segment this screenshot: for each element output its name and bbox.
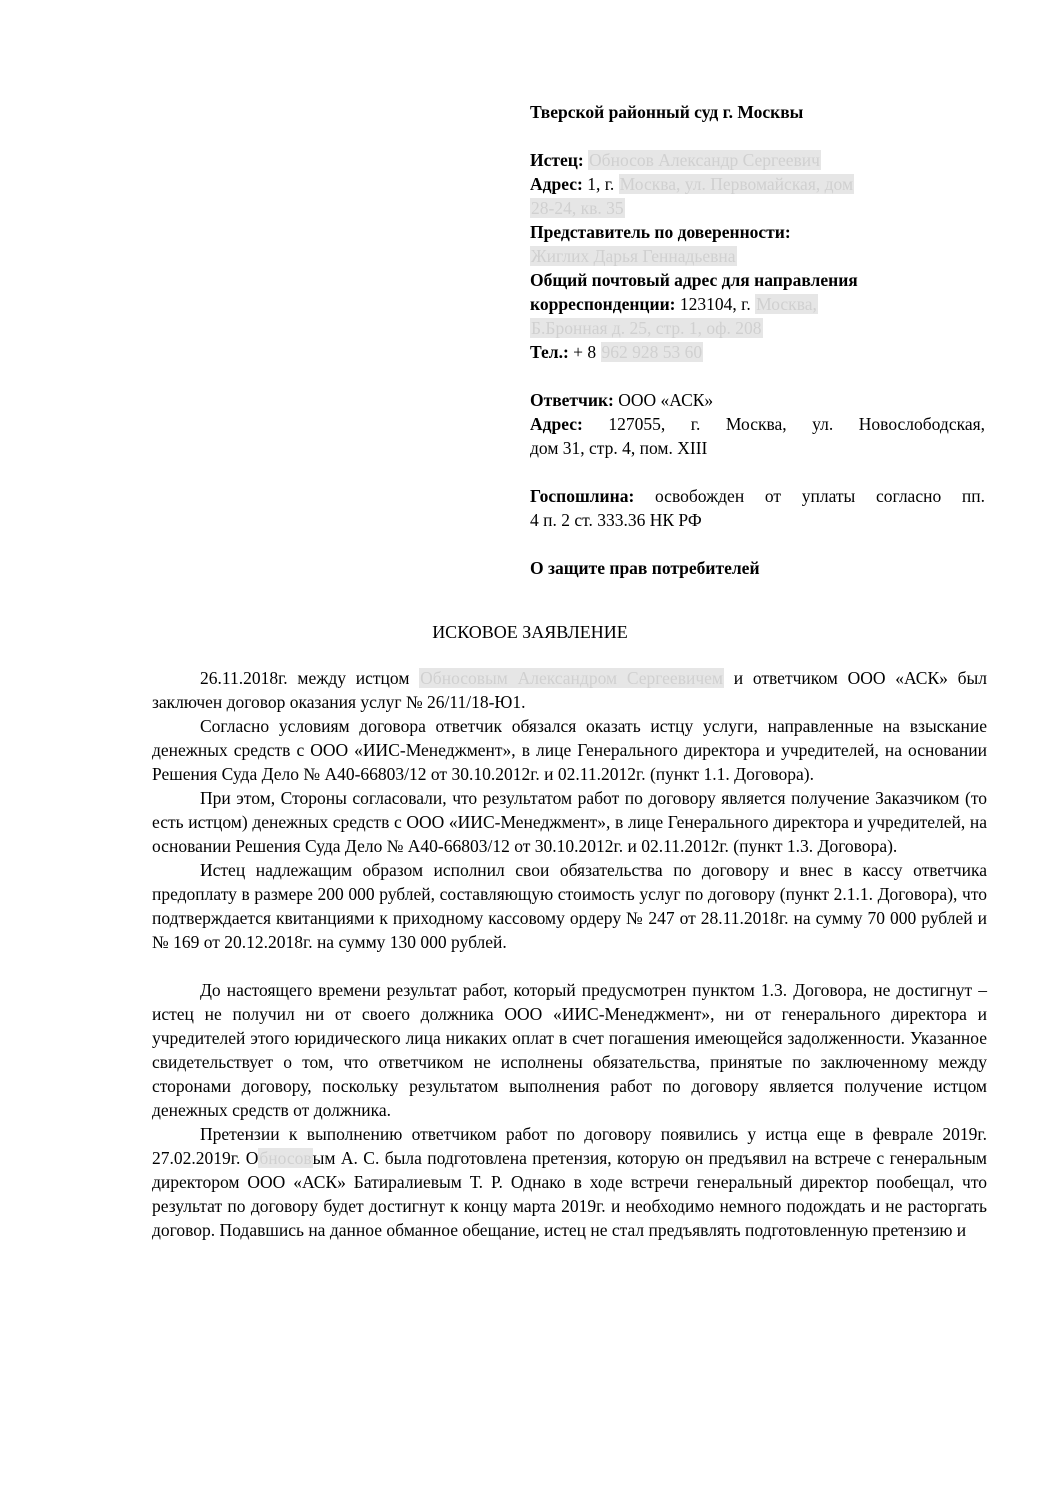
document-header <box>530 100 985 580</box>
plaintiff-label: Истец: <box>530 150 584 170</box>
document-body <box>152 666 987 1242</box>
defendant-address-1: 127055, г. Москва, ул. Новослободская, <box>608 414 986 434</box>
defendant-address-line <box>530 412 985 436</box>
paragraph-1 <box>152 666 987 714</box>
defendant-line <box>530 388 985 412</box>
paragraph-1-redacted: Обносовым Александром Сергеевичем <box>420 668 723 688</box>
postal-redacted-2: Б.Бронная д. 25, стр. 1, оф. 208 <box>531 318 762 338</box>
fee-text-1: освобожден от уплаты согласно пп. <box>655 486 985 506</box>
plaintiff-name-redacted: Обносов Александр Сергеевич <box>589 150 820 170</box>
plaintiff-address-label: Адрес: <box>530 174 583 194</box>
postal-label-1: Общий почтовый адрес для направления <box>530 270 858 290</box>
phone-line <box>530 340 985 364</box>
representative-name-redacted: Жиглих Дарья Геннадьевна <box>531 246 736 266</box>
phone-redacted: 962 928 53 60 <box>601 342 703 362</box>
paragraph-2: Согласно условиям договора ответчик обязался оказать истцу услуги, направленные на взыскание денежных средств с ООО «ИИС-Менеджмент», в лице Генерального директора и учредителей, на основании Решения Суда Дело № А40-66803/12 от 30.10.2012г. и 02.11.2012г. (пункт 1.1. Договора). <box>152 716 987 784</box>
phone-label: Тел.: <box>530 342 569 362</box>
paragraph-1-end: и ответчиком ООО «АСК» был заключен договор оказания услуг № 26/11/18-Ю1. <box>152 668 988 712</box>
paragraph-4: Истец надлежащим образом исполнил свои обязательства по договору и внес в кассу ответчика предоплату в размере 200 000 рублей, составляющую стоимость услуг по договору (пункт 2.1.1. Договора), что подтверждается квитанциями к приходному кассовому ордеру № 247 от 28.11.2018г. на сумму 70 000 рублей и № 169 от 20.12.2018г. на сумму 130 000 рублей. <box>152 860 987 952</box>
defendant-label: Ответчик: <box>530 390 614 410</box>
paragraph-6 <box>152 1122 987 1242</box>
phone-prefix: + 8 <box>573 342 597 362</box>
representative-line <box>530 244 985 268</box>
paragraph-1-start: 26.11.2018г. между истцом <box>200 668 410 688</box>
defendant-address-2: дом 31, стр. 4, пом. XIII <box>530 438 708 458</box>
plaintiff-address-line-2 <box>530 196 985 220</box>
postal-line-2 <box>530 316 985 340</box>
paragraph-6-start: Претензии к выполнению ответчиком работ по договору появились у истца еще в феврале 2019г. 27.02.2019г. О <box>152 1124 987 1168</box>
paragraph-3: При этом, Стороны согласовали, что результатом работ по договору является получение Заказчиком (то есть истцом) денежных средств с ООО «ИИС-Менеджмент», в лице Генерального директора и учредителей, на основании Решения Суда Дело № А40-66803/12 от 30.10.2012г. и 02.11.2012г. (пункт 1.3. Договора). <box>152 788 987 856</box>
fee-label: Госпошлина: <box>530 486 635 506</box>
postal-redacted-1: Москва, <box>756 294 817 314</box>
plaintiff-address-prefix: 1, г. <box>587 174 615 194</box>
document-title: ИСКОВОЕ ЗАЯВЛЕНИЕ <box>432 622 628 642</box>
paragraph-5: До настоящего времени результат работ, который предусмотрен пунктом 1.3. Договора, не достигнут – истец не получил ни от своего должника ООО «ИИС-Менеджмент», ни от генерального директора и учредителей этого юридического лица никаких оплат в счет погашения имеющейся задолженности. Указанное свидетельствует о том, что ответчиком не исполнены обязательства, принятые по заключенному между сторонами договору, поскольку результатом выполнения работ по договору является получение истцом денежных средств от должника. <box>152 980 987 1120</box>
plaintiff-address-line <box>530 172 985 196</box>
paragraph-6-end: ым А. С. была подготовлена претензия, которую он предъявил на встрече с генеральным директором ООО «АСК» Батиралиевым Т. Р. Однако в ходе встречи генеральный директор пообещал, что результат по договору будет достигнут к концу марта 2019г. и необходимо немного подождать и не расторгать договор. Подавшись на данное обманное обещание, истец не стал предъявлять подготовленную претензию и <box>152 1148 987 1240</box>
plaintiff-address-redacted-2: 28-24, кв. 35 <box>531 198 624 218</box>
defendant-address-label: Адрес: <box>530 414 583 434</box>
postal-line <box>530 292 985 316</box>
fee-text-2: 4 п. 2 ст. 333.36 НК РФ <box>530 510 702 530</box>
claim-subject: О защите прав потребителей <box>530 558 760 578</box>
postal-label-2: корреспонденции: <box>530 294 676 314</box>
defendant-name: ООО «АСК» <box>618 390 714 410</box>
representative-label: Представитель по доверенности: <box>530 222 791 242</box>
plaintiff-line <box>530 148 985 172</box>
paragraph-6-redacted: бносов <box>259 1148 312 1168</box>
plaintiff-address-redacted-1: Москва, ул. Первомайская, дом <box>619 174 854 194</box>
fee-line <box>530 484 985 508</box>
court-name: Тверской районный суд г. Москвы <box>530 102 804 122</box>
postal-prefix: 123104, г. <box>679 294 751 314</box>
